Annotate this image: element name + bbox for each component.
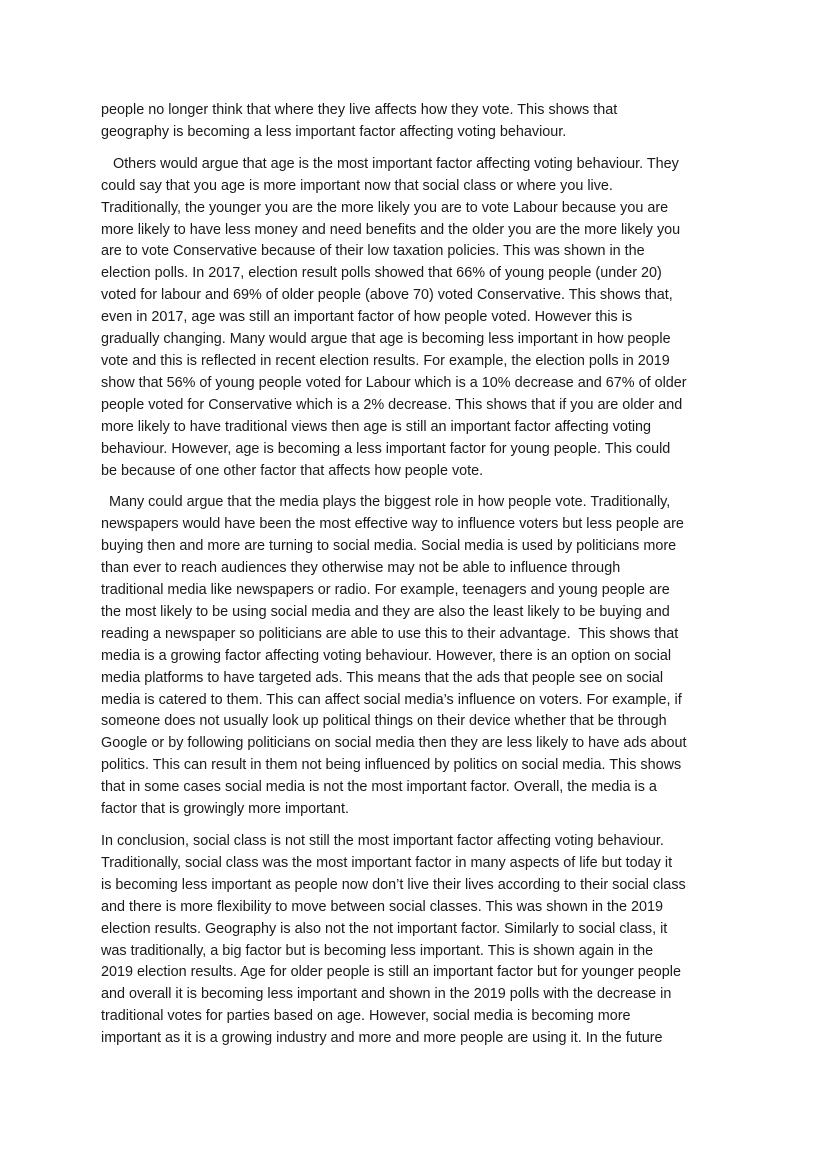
text-line: show that 56% of young people voted for Labour which is a 10% decrease and 67% of older <box>101 374 687 391</box>
text-line: election polls. In 2017, election result polls showed that 66% of young people (under 20) <box>101 265 662 282</box>
text-line: someone does not usually look up political things on their device whether that be through <box>101 713 667 730</box>
text-line: traditional votes for parties based on age. However, social media is becoming more <box>101 1008 631 1025</box>
text-line: geography is becoming a less important factor affecting voting behaviour. <box>101 123 567 140</box>
text-line: people voted for Conservative which is a 2% decrease. This shows that if you are older and <box>101 396 683 413</box>
text-line: people no longer think that where they live affects how they vote. This shows that <box>101 102 618 118</box>
text-line: was traditionally, a big factor but is becoming less important. This is shown again in the <box>101 942 654 959</box>
text-line: newspapers would have been the most effective way to influence voters but less people are <box>101 516 684 533</box>
text-line: reading a newspaper so politicians are able to use this to their advantage. This shows that <box>101 625 679 642</box>
text-line: gradually changing. Many would argue that age is becoming less important in how people <box>101 331 671 348</box>
text-line: be because of one other factor that affects how people vote. <box>101 462 484 479</box>
text-line: media is catered to them. This can affect social media’s influence on voters. For example, if <box>101 691 682 708</box>
document-body <box>101 100 731 1060</box>
text-line: more likely to have less money and need benefits and the older you are the more likely you <box>101 221 681 238</box>
text-line: vote and this is reflected in recent election results. For example, the election polls in 2019 <box>101 352 670 369</box>
text-line: and overall it is becoming less important and shown in the 2019 polls with the decrease in <box>101 986 672 1003</box>
paragraph-3 <box>101 492 731 821</box>
paragraph-1 <box>101 100 731 144</box>
text-line: Traditionally, the younger you are the more likely you are to vote Labour because you are <box>101 199 669 216</box>
text-line: In conclusion, social class is not still the most important factor affecting voting behaviour. <box>101 833 664 849</box>
text-line: could say that you age is more important now that social class or where you live. <box>101 177 613 194</box>
text-line: more likely to have traditional views then age is still an important factor affecting voting <box>101 418 652 435</box>
text-line: are to vote Conservative because of their low taxation policies. This was shown in the <box>101 243 645 260</box>
text-line: Traditionally, social class was the most important factor in many aspects of life but today it <box>101 854 673 871</box>
text-line: Others would argue that age is the most important factor affecting voting behaviour. They <box>101 155 679 172</box>
text-line: buying then and more are turning to social media. Social media is used by politicians more <box>101 538 677 555</box>
text-line: election results. Geography is also not the not important factor. Similarly to social class, it <box>101 920 668 937</box>
text-line: than ever to reach audiences they otherwise may not be able to influence through <box>101 560 621 577</box>
paragraph-2 <box>101 154 731 483</box>
text-line: and there is more flexibility to move between social classes. This was shown in the 2019 <box>101 898 664 915</box>
text-line: Google or by following politicians on social media then they are less likely to have ads about <box>101 735 687 752</box>
text-line: is becoming less important as people now don’t live their lives according to their social class <box>101 876 686 893</box>
text-line: important as it is a growing industry and more and more people are using it. In the future <box>101 1030 663 1047</box>
text-line: traditional media like newspapers or radio. For example, teenagers and young people are <box>101 582 670 599</box>
text-line: the most likely to be using social media and they are also the least likely to be buying and <box>101 603 670 620</box>
text-line: even in 2017, age was still an important factor of how people voted. However this is <box>101 309 633 326</box>
text-line: factor that is growingly more important. <box>101 801 349 818</box>
text-line: media is a growing factor affecting voting behaviour. However, there is an option on social <box>101 647 672 664</box>
text-line: 2019 election results. Age for older people is still an important factor but for younger people <box>101 964 681 981</box>
text-line: politics. This can result in them not being influenced by politics on social media. This shows <box>101 757 682 774</box>
text-line: Many could argue that the media plays the biggest role in how people vote. Traditionally, <box>101 494 671 511</box>
text-line: that in some cases social media is not the most important factor. Overall, the media is a <box>101 779 657 796</box>
text-line: behaviour. However, age is becoming a less important factor for young people. This could <box>101 440 671 457</box>
text-line: voted for labour and 69% of older people (above 70) voted Conservative. This shows that, <box>101 287 673 304</box>
paragraph-4 <box>101 831 731 1050</box>
text-line: media platforms to have targeted ads. This means that the ads that people see on social <box>101 669 664 686</box>
